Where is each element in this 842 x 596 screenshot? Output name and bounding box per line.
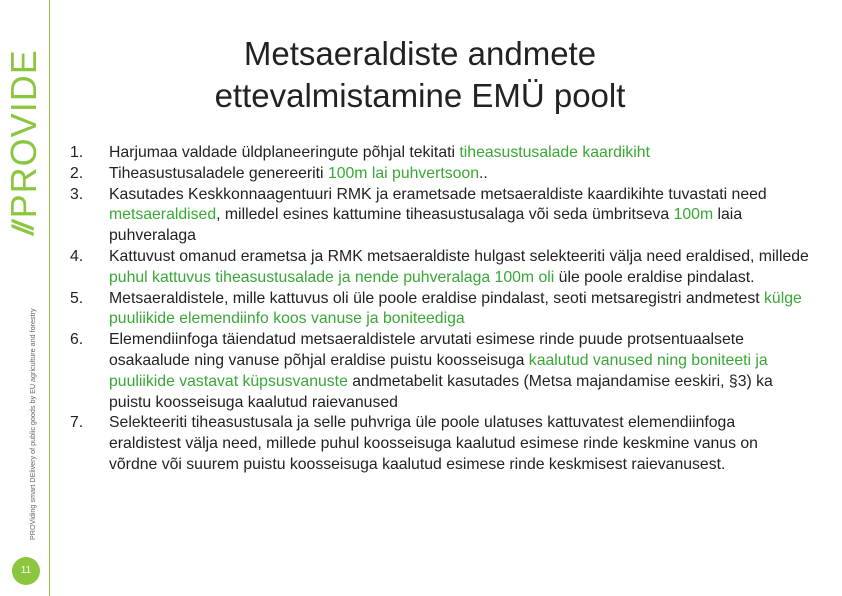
page-number-badge: 11 [12, 557, 40, 585]
list-item-text [109, 143, 810, 164]
text-segment: üle poole eraldise pindalast. [554, 268, 755, 286]
list-item [70, 185, 810, 247]
text-segment: laia puhveralaga [109, 206, 743, 245]
project-tagline: PROViding smart DElivery of public goods by EU agriculture and forestry [28, 308, 37, 540]
text-segment: Selekteeriti tiheasustusala ja selle puhvriga üle poole ulatuses kattuvatest elemendiinfoga eraldistest välja need, millede puhul koosseisuga kaalutud esimese rinde keskmine vanus on võrdne või suurem puistu koosseisuga kaalutud esimese rinde keskmisest raievanusest. [109, 414, 758, 473]
text-segment: , milledel esines kattumine tiheasustusalaga või seda ümbritseva [216, 206, 674, 224]
list-item-text [109, 247, 810, 289]
highlighted-text: külge puuliikide elemendiinfo koos vanuse ja boniteediga [109, 289, 802, 328]
text-segment: Kattuvust omanud erametsa ja RMK metsaeraldiste hulgast selekteeriti välja need eraldised, millede [109, 247, 809, 265]
list-item-text [109, 164, 810, 185]
list-item-number: 2. [70, 164, 84, 182]
list-item-number: 1. [70, 144, 84, 161]
highlighted-text: puhul kattuvus tiheasustusalade ja nende puhveralaga 100m oli [109, 268, 555, 286]
sidebar-divider [49, 0, 50, 596]
numbered-list [70, 143, 810, 476]
list-item-text [109, 330, 810, 413]
highlighted-text: 100m lai puhvertsoon [327, 164, 479, 182]
highlighted-text: metsaeraldised [109, 206, 217, 224]
list-item-text [109, 289, 810, 331]
list-item-number: 6. [70, 331, 84, 349]
list-item-text [109, 413, 810, 475]
sidebar [0, 0, 50, 596]
logo-slash-icon: // [7, 224, 40, 235]
logo-text: PROVIDE [3, 49, 44, 219]
list-item-number: 4. [70, 247, 84, 265]
list-item-text [109, 185, 810, 247]
list-item [70, 413, 810, 475]
highlighted-text: tiheasustusalade kaardikiht [459, 144, 650, 161]
text-segment: Metsaeraldistele, mille kattuvus oli üle poole eraldise pindalast, seoti metsaregistri andmetest [109, 289, 765, 307]
highlighted-text: 100m [673, 206, 714, 224]
text-segment: Kasutades Keskkonnaagentuuri RMK ja erametsade metsaeraldiste kaardikihte tuvastati need [109, 185, 767, 203]
text-segment: andmetabelit kasutades (Metsa majandamise eeskiri, §3) ka puistu koosseisuga kaalutud raievanused [109, 372, 773, 411]
provide-logo [3, 49, 45, 235]
slide-title: Metsaeraldiste andmete ettevalmistamine EMÜ poolt [214, 35, 626, 114]
list-item [70, 247, 810, 289]
text-segment: Tiheasustusaladele genereeriti [109, 164, 328, 182]
highlighted-text: kaalutud vanused ning boniteeti ja puuliikide vastavat küpsusvanuste [109, 351, 768, 390]
list-item [70, 289, 810, 331]
text-segment: .. [479, 164, 488, 182]
text-segment: Elemendiinfoga täiendatud metsaeraldistele arvutati esimese rinde puude protsentuaalsete osakaalude ning vanuse põhjal eraldise puistu koosseisuga [109, 331, 744, 369]
list-item [70, 330, 810, 413]
list-item [70, 143, 810, 164]
list-item-number: 5. [70, 289, 84, 307]
text-segment: Harjumaa valdade üldplaneeringute põhjal tekitati [109, 144, 460, 161]
list-item-number: 3. [70, 185, 84, 203]
list-item [70, 164, 810, 185]
list-item-number: 7. [70, 414, 84, 432]
